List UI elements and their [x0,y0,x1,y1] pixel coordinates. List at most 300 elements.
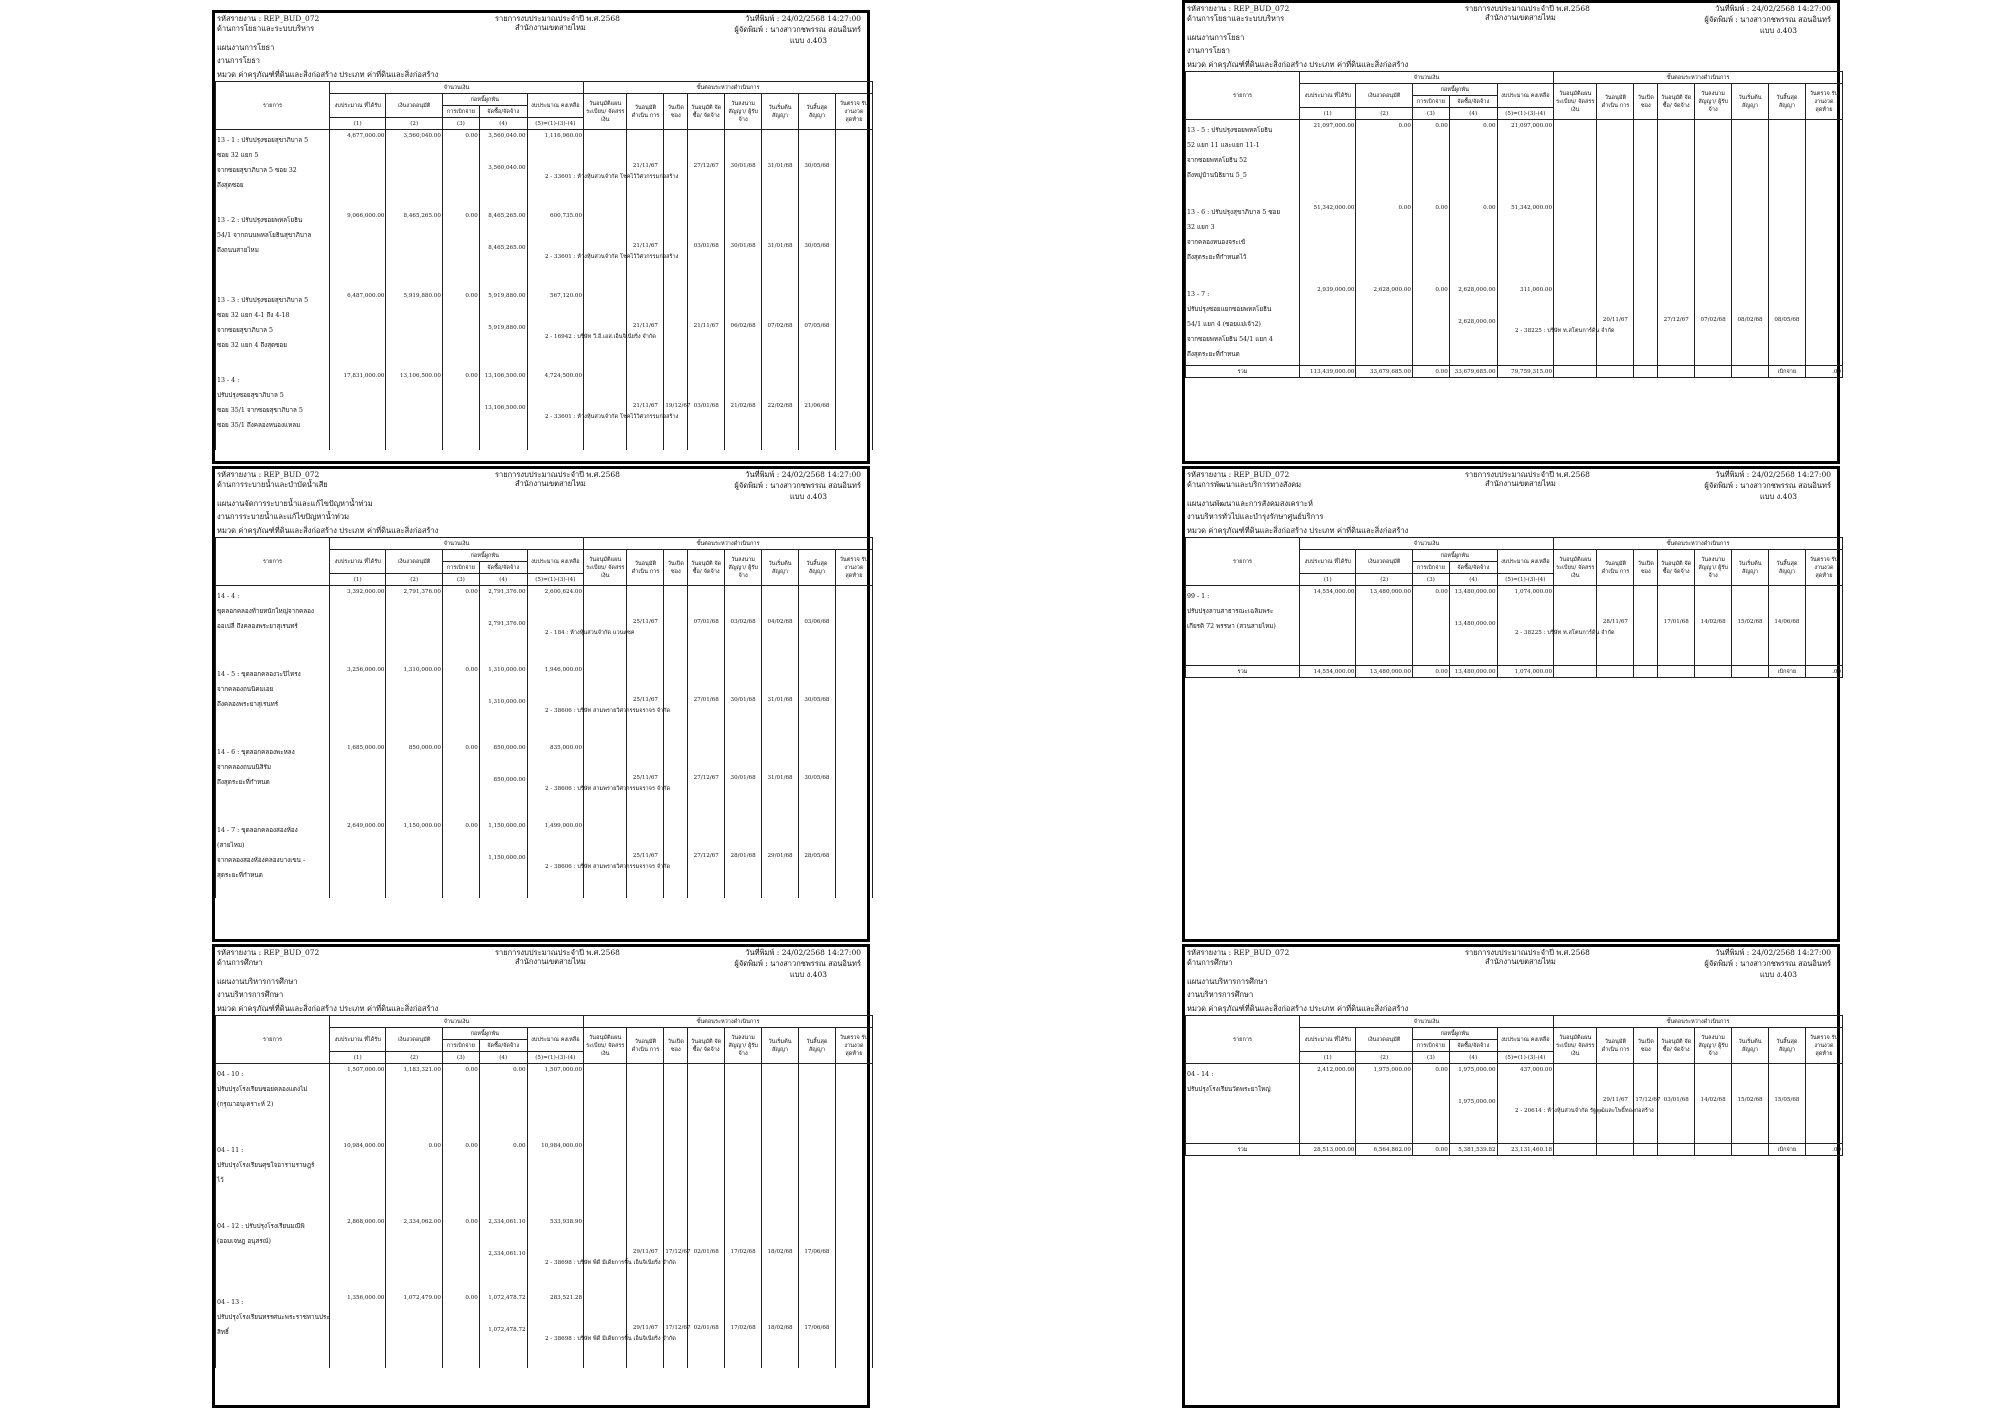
category-line: หมวด ค่าครุภัณฑ์ที่ดินและสิ่งก่อสร้าง ประเภท ค่าที่ดินและสิ่งก่อสร้าง [217,526,439,535]
date-cell [725,210,762,290]
col-number: (5)=(1)-(3)-(4) [1497,1052,1553,1064]
report-page [1182,944,1840,1408]
col-procure: จัดซื้อ/จัดจ้าง [1449,96,1497,108]
report-code: รหัสรายงาน : REP_BUD_072 [1187,948,1290,957]
col-money: จำนวนเงิน [1300,72,1554,84]
procure-repeat: 5,919,880.00 [488,324,526,331]
date-cell [688,1064,725,1140]
total-disbursed: 0.00 [1412,666,1449,678]
date-value: 28/05/68 [804,852,830,859]
col-budget: งบประมาณ ที่ได้รับ [1300,1028,1356,1052]
col-remaining: งบประมาณ คงเหลือ [527,1028,583,1052]
col-approve-proc: วันอนุมัติ ดำเนิน การ [627,550,664,586]
date-value: 17/06/68 [804,1248,830,1255]
date-cell [627,370,664,450]
empty-cell [1695,366,1732,378]
item-cell [216,130,330,210]
item-line: 13 - 3 : ปรับปรุงซอยสุขาภิบาล 5 [217,296,309,304]
date-value: 30/01/68 [730,774,756,781]
date-cell [627,664,664,742]
col-approve-proc: วันอนุมัติ ดำเนิน การ [627,94,664,130]
remain-cell [1497,120,1553,202]
date-cell [835,1064,872,1140]
budget-cell [1300,284,1356,366]
dept-line: แผนงานพัฒนาและการสังคมสงเคราะห์ [1187,499,1313,508]
budget-cell-value: 2,649,000.00 [347,822,385,829]
total-row [1186,366,1843,378]
total-procure: 33,679,685.00 [1449,366,1497,378]
category-line: หมวด ค่าครุภัณฑ์ที่ดินและสิ่งก่อสร้าง ประเภท ค่าที่ดินและสิ่งก่อสร้าง [1187,60,1409,69]
procure-cell-value: 1,975,000.00 [1458,1067,1496,1073]
date-cell [725,1292,762,1368]
date-value: 07/01/68 [693,619,719,625]
procure-cell [479,664,527,742]
report-table [1185,1015,1843,1156]
approved-cell [1356,586,1412,666]
approved-cell-value: 2,791,376.00 [403,589,441,595]
procure-repeat: 850,000.00 [493,776,526,783]
date-value: 29/11/67 [632,1248,658,1255]
budget-cell [330,1292,386,1368]
report-page [212,10,870,464]
col-sign: วันลงนาม สัญญา/ ผู้รับจ้าง [1695,550,1732,586]
col-obligation: ก่อหนี้ผูกพัน [1412,84,1497,96]
date-cell [664,1140,688,1216]
procure-cell [1449,284,1497,366]
form-no: แบบ ง.403 [789,492,827,501]
report-table [215,1015,873,1368]
total-disbursed: 0.00 [1412,366,1449,378]
empty-cell [1695,666,1732,678]
report-table [215,81,873,450]
table-row [216,1140,873,1216]
date-value: 21/11/67 [632,242,658,249]
empty-cell [1554,666,1597,678]
date-cell [1732,1064,1769,1144]
date-cell [688,130,725,210]
procure-cell [479,290,527,370]
item-line: สุดระยะที่กำหนด [217,871,263,879]
col-budget: งบประมาณ ที่ได้รับ [330,1028,386,1052]
date-cell [664,370,691,450]
disbursed-cell [1412,284,1449,366]
disbursed-cell [442,1216,479,1292]
budget-cell [1300,586,1356,666]
item-line: ถึงคลองพระยาสุเรนทร์ [217,700,279,708]
procure-cell [479,210,527,290]
col-money: จำนวนเงิน [330,538,584,550]
date-value: 21/11/67 [632,322,658,329]
date-cell [627,742,664,820]
print-date: วันที่พิมพ์ : 24/02/2568 14:27:00 [1715,470,1831,479]
dept-line: งานบริหารทั่วไปและบำรุงรักษาศูนย์บริการ [1187,512,1324,521]
item-line: 13 - 5 : ปรับปรุงซอยพหลโยธิน [1187,127,1273,134]
date-value: 03/01/68 [693,242,719,249]
item-line: จากคลองถนนนิสิรัม [217,763,272,771]
date-value: 17/06/68 [804,1324,830,1331]
col-number: (5)=(1)-(3)-(4) [1497,108,1553,120]
org-name: สำนักงานเขตสายไหม [515,957,586,966]
date-value: 31/01/68 [767,696,793,703]
col-number: (2) [1356,108,1412,120]
dept-line: แผนงานการโยธา [1187,33,1245,42]
item-line: 54/1 แยก 4 (ซอยแม่เจ้า2) [1187,320,1261,328]
date-value: 07/02/68 [1700,316,1726,323]
disbursed-cell-value: 0.00 [465,1294,478,1301]
date-cell [1658,120,1695,202]
disbursed-cell [442,1140,479,1216]
date-cell [627,130,664,210]
report-page [1182,466,1840,942]
empty-cell [1658,366,1695,378]
col-number: (4) [479,1052,527,1064]
procure-cell [479,1292,527,1368]
remain-cell-value: 835,000.00 [550,744,583,751]
budget-cell [330,370,386,450]
contractor-line: 2 - 38698 : บริษัท พีดี มีเดียการชิ้น เอ็นจิเนียริ่ง จำกัด [545,1259,676,1266]
item-line: ไว้ [217,1176,224,1184]
total-row [1186,666,1843,678]
category-line: หมวด ค่าครุภัณฑ์ที่ดินและสิ่งก่อสร้าง ประเภท ค่าที่ดินและสิ่งก่อสร้าง [1187,526,1409,535]
col-inspect: วันตรวจ รับงานงวด สุดท้าย [1805,550,1842,586]
item-line: 13 - 2 : ปรับปรุงซอยพหลโยธิน [217,216,303,224]
col-budget: งบประมาณ ที่ได้รับ [330,550,386,574]
date-value: 06/02/68 [730,322,756,329]
col-start: วันเริ่มต้น สัญญา [1732,550,1769,586]
report-table [1185,71,1843,378]
report-code: รหัสรายงาน : REP_BUD_072 [217,948,320,957]
col-budget: งบประมาณ ที่ได้รับ [330,94,386,118]
disbursed-cell [442,586,479,664]
empty-cell [1597,666,1634,678]
table-row [1186,120,1843,202]
col-start: วันเริ่มต้น สัญญา [762,550,799,586]
date-value: 14/06/68 [1774,619,1800,625]
report-title: รายการงบประมาณประจำปี พ.ศ.2568 [1465,948,1590,957]
header-row [1186,538,1843,550]
table-row [216,586,873,664]
empty-cell [1554,366,1597,378]
date-cell [1732,120,1769,202]
remain-cell-value: 21,097,000.00 [1511,123,1553,129]
date-cell [725,130,762,210]
date-cell [798,210,835,290]
item-line: ปรับปรุงโรงเรียนวัดพระยาใหญ่ [1187,1086,1271,1093]
report-code: รหัสรายงาน : REP_BUD_072 [1187,470,1290,479]
date-value: 25/11/67 [632,696,658,703]
date-value: 21/02/68 [730,402,756,409]
item-cell [216,210,330,290]
item-line: ถึงสุดระยะที่กำหนดไว้ [1187,253,1247,261]
disbursed-cell [1412,1064,1449,1144]
remain-cell [1497,202,1553,284]
date-cell [1597,284,1634,366]
date-cell [1768,120,1805,202]
date-cell [688,586,725,664]
date-cell [1634,120,1658,202]
col-steps: ขั้นตอนระหว่างดำเนินการ [584,538,873,550]
header-row [216,538,873,550]
approved-cell [386,1216,442,1292]
date-cell [688,290,725,370]
item-line: ซอย 32 แยก 4-1 ถึง 4-18 [217,311,290,319]
item-line: จากคลองถนนิคมเอย [217,685,274,693]
procure-cell-value: 2,334,061.10 [488,1218,526,1225]
report-table [1185,537,1843,678]
col-approve-proc: วันอนุมัติ ดำเนิน การ [1597,550,1634,586]
date-cell [798,742,835,820]
date-cell [1695,1064,1732,1144]
date-value: 17/12/67 [665,1248,691,1255]
item-line: 14 - 7 : ขุดลอกคลองสองห้อง [217,826,298,834]
item-line: ปรับปรุงโรงเรียนซอยคลองแดงไม่ [217,1086,308,1093]
item-line: ซอย 35/1 จากซอยสุขาภิบาล 5 [217,406,303,414]
date-value: 29/11/67 [632,1324,658,1331]
date-value: 30/05/68 [804,163,830,169]
col-steps: ขั้นตอนระหว่างดำเนินการ [1554,1016,1843,1028]
contractor-line: 2 - 38225 : บริษัท ท.สโตนการ์ดิน จำกัด [1515,630,1615,636]
procure-cell [1449,202,1497,284]
procure-cell-value: 1,072,478.72 [488,1294,526,1301]
date-value: 31/01/68 [767,163,793,169]
date-value: 07/05/68 [804,322,830,329]
col-sign: วันลงนาม สัญญา/ ผู้รับจ้าง [1695,1028,1732,1064]
budget-cell-value: 21,097,000.00 [1313,123,1355,129]
budget-cell-value: 3,392,000.00 [347,589,385,595]
col-end: วันสิ้นสุด สัญญา [798,94,835,130]
date-cell [1658,1064,1695,1144]
total-status: เบิกจ่าย [1768,366,1805,378]
total-row [1186,1144,1843,1156]
procure-cell [479,820,527,898]
item-line: ปรับปรุงโรงเรียนทรรศนะพระราชทานประ [217,1313,330,1321]
date-cell [762,1140,799,1216]
date-cell [762,130,799,210]
col-inspect: วันตรวจ รับงานงวด สุดท้าย [835,550,872,586]
col-steps: ขั้นตอนระหว่างดำเนินการ [1554,72,1843,84]
approved-cell [386,742,442,820]
date-cell [688,210,725,290]
date-cell [1658,284,1695,366]
disbursed-cell [442,664,479,742]
date-cell [664,1064,688,1140]
budget-cell-value: 9,066,000.00 [347,212,385,219]
item-line: (สายไหม) [217,841,245,849]
budget-cell [1300,1064,1356,1144]
budget-cell [1300,120,1356,202]
date-value: 04/02/68 [767,619,793,625]
budget-cell-value: 14,554,000.00 [1313,589,1355,595]
procure-cell-value: 2,791,376.00 [488,589,526,595]
procure-cell [1449,586,1497,666]
col-procure: จัดซื้อ/จัดจ้าง [1449,1040,1497,1052]
item-line: ปรับปรุงลานสาธารณะเฉลิมพระ [1187,608,1274,615]
item-line: 13 - 6 : ปรับปรุงสุขาภิบาล 5 ซอย [1187,208,1281,216]
col-obligation: ก่อหนี้ผูกพัน [442,550,527,562]
col-number: (2) [386,1052,442,1064]
col-approve-method: วันอนุมัติแผน ระเบียบ/ จัดสรรเงิน [584,94,627,130]
date-value: 14/02/68 [1700,1097,1726,1103]
disbursed-cell-value: 0.00 [1435,204,1448,211]
budget-cell [330,586,386,664]
remain-cell-value: 437,000.00 [1520,1067,1553,1073]
col-disbursed: การเบิกจ่าย [1412,96,1449,108]
remain-cell-value: 4,724,500.00 [544,372,583,379]
date-value: 15/05/68 [1774,1097,1800,1103]
col-procure: จัดซื้อ/จัดจ้าง [1449,562,1497,574]
printed-by: ผู้จัดพิมพ์ : นางสาวกชพรรณ สอนอินทร์ [1704,481,1831,490]
date-cell [688,664,725,742]
date-value: 08/05/68 [1774,316,1800,323]
empty-cell [1732,366,1769,378]
col-number: (5)=(1)-(3)-(4) [527,118,583,130]
item-line: จากคลองสองห้องคลองบางเขน - [217,856,306,864]
item-line: (ออมเจษฎ อนุสรณ์) [217,1237,272,1245]
procure-cell-value: 13,480,000.00 [1454,589,1496,595]
total-procure: 5,381,539.82 [1449,1144,1497,1156]
date-value: 25/11/67 [632,619,658,625]
disbursed-cell [442,290,479,370]
disbursed-cell-value: 0.00 [465,666,478,673]
table-row [216,820,873,898]
empty-cell [1695,1144,1732,1156]
col-obligation: ก่อหนี้ผูกพัน [442,94,527,106]
procure-repeat: 13,106,500.00 [484,404,526,411]
item-cell [216,1216,330,1292]
date-value: 30/01/68 [730,696,756,703]
print-date: วันที่พิมพ์ : 24/02/2568 14:27:00 [745,948,861,957]
item-line: ซอย 32 แยก 5 [217,152,259,159]
table-row [1186,586,1843,666]
date-value: 18/02/68 [767,1324,793,1331]
approved-cell [386,130,442,210]
date-cell [798,1064,835,1140]
date-cell [627,586,664,664]
approved-cell [386,290,442,370]
remain-cell-value: 311,000.00 [1520,286,1553,293]
date-cell [725,1064,762,1140]
date-cell [1732,284,1769,366]
col-approve-proc: วันอนุมัติ ดำเนิน การ [1597,1028,1634,1064]
date-cell [1768,1064,1805,1144]
budget-cell [330,290,386,370]
item-line: 13 - 4 : [217,376,240,384]
col-approved: เงินงวดอนุมัติ [386,1028,442,1052]
disbursed-cell [1412,586,1449,666]
col-items: รายการ [1186,72,1300,120]
empty-cell [1597,366,1634,378]
col-money: จำนวนเงิน [330,1016,584,1028]
table-row [216,1064,873,1140]
budget-cell [330,130,386,210]
item-cell [1186,202,1300,284]
form-no: แบบ ง.403 [1759,26,1797,35]
budget-cell-value: 2,412,000.00 [1317,1067,1355,1073]
col-number: (1) [1300,1052,1356,1064]
approved-cell-value: 13,480,000.00 [1369,589,1411,595]
disbursed-cell-value: 0.00 [465,822,478,829]
col-number: (3) [1412,1052,1449,1064]
procure-repeat: 1,150,000.00 [488,854,526,861]
date-cell [798,130,835,210]
date-cell [664,664,688,742]
col-end: วันสิ้นสุด สัญญา [1768,1028,1805,1064]
date-cell [1768,284,1805,366]
table-row [1186,202,1843,284]
date-cell [688,1292,725,1368]
date-cell [1768,586,1805,666]
printed-by: ผู้จัดพิมพ์ : นางสาวกชพรรณ สอนอินทร์ [734,25,861,34]
form-no: แบบ ง.403 [1759,970,1797,979]
procure-repeat: 1,975,000.00 [1458,1099,1496,1105]
date-value: 31/01/68 [767,242,793,249]
date-value: 21/11/67 [693,322,719,329]
procure-repeat: 1,072,478.72 [488,1326,526,1333]
dept-line: แผนงานจัดการระบายน้ำและแก้ไขปัญหาน้ำท่วม [217,499,373,508]
date-cell [725,742,762,820]
table-row [1186,284,1843,366]
budget-cell [330,210,386,290]
approved-cell-value: 1,975,000.00 [1373,1067,1411,1073]
col-remaining: งบประมาณ คงเหลือ [527,550,583,574]
date-value: 08/02/68 [1737,316,1763,323]
date-cell [725,820,762,898]
report-title: รายการงบประมาณประจำปี พ.ศ.2568 [495,470,620,479]
col-end: วันสิ้นสุด สัญญา [798,1028,835,1064]
procure-cell [1449,1064,1497,1144]
date-value: 25/11/67 [632,852,658,859]
remain-cell-value: 533,938.90 [550,1218,583,1225]
col-approve-buy: วันอนุมัติ จัดซื้อ/ จัดจ้าง [1658,84,1695,120]
date-cell [627,1292,664,1368]
date-cell [798,820,835,898]
item-cell [1186,586,1300,666]
date-cell [664,742,688,820]
date-value: 22/02/68 [767,402,793,409]
report-title: รายการงบประมาณประจำปี พ.ศ.2568 [495,14,620,23]
disbursed-cell-value: 0.00 [1435,1067,1448,1073]
col-end: วันสิ้นสุด สัญญา [1768,84,1805,120]
date-value: 30/01/68 [730,242,756,249]
col-disbursed: การเบิกจ่าย [1412,562,1449,574]
item-cell [216,742,330,820]
col-open-bid: วันเปิด ซอง [664,94,688,130]
item-line: ซอย 32 แยก 4 ถึงสุดซอย [217,341,287,349]
col-number: (3) [1412,574,1449,586]
procure-repeat: 8,465,265.00 [488,244,526,251]
total-approved: 13,480,000.00 [1356,666,1412,678]
col-disbursed: การเบิกจ่าย [442,106,479,118]
col-disbursed: การเบิกจ่าย [442,1040,479,1052]
dept-line: ด้านการโยธาและระบบบริหาร [1187,14,1285,23]
date-cell [762,290,799,370]
item-line: (กรุณาอนุเคราะห์ 2) [217,1101,274,1108]
col-open-bid: วันเปิด ซอง [664,1028,688,1064]
dept-line: งานบริหารการศึกษา [1187,990,1254,999]
empty-cell [1554,1144,1597,1156]
total-label: รวม [1186,366,1300,378]
disbursed-cell [442,742,479,820]
print-date: วันที่พิมพ์ : 24/02/2568 14:27:00 [745,14,861,23]
contractor-line: 2 - 33601 : ห้างหุ้นส่วนจำกัด โชคไว้วิศวกรรมก่อสร้าง [545,413,679,420]
date-cell [1732,586,1769,666]
disbursed-cell-value: 0.00 [465,1142,478,1149]
contractor-line: 2 - 16942 : บริษัท วี.อี.เอส.เอ็นจิเนียริ่ง จำกัด [545,333,656,340]
item-line: ขุดลอกคลองท้ายหนักใหญ่จากคลอง [217,608,314,615]
col-end: วันสิ้นสุด สัญญา [798,550,835,586]
col-approve-method: วันอนุมัติแผน ระเบียบ/ จัดสรรเงิน [1554,84,1597,120]
approved-cell-value: 2,628,000.00 [1373,286,1411,293]
